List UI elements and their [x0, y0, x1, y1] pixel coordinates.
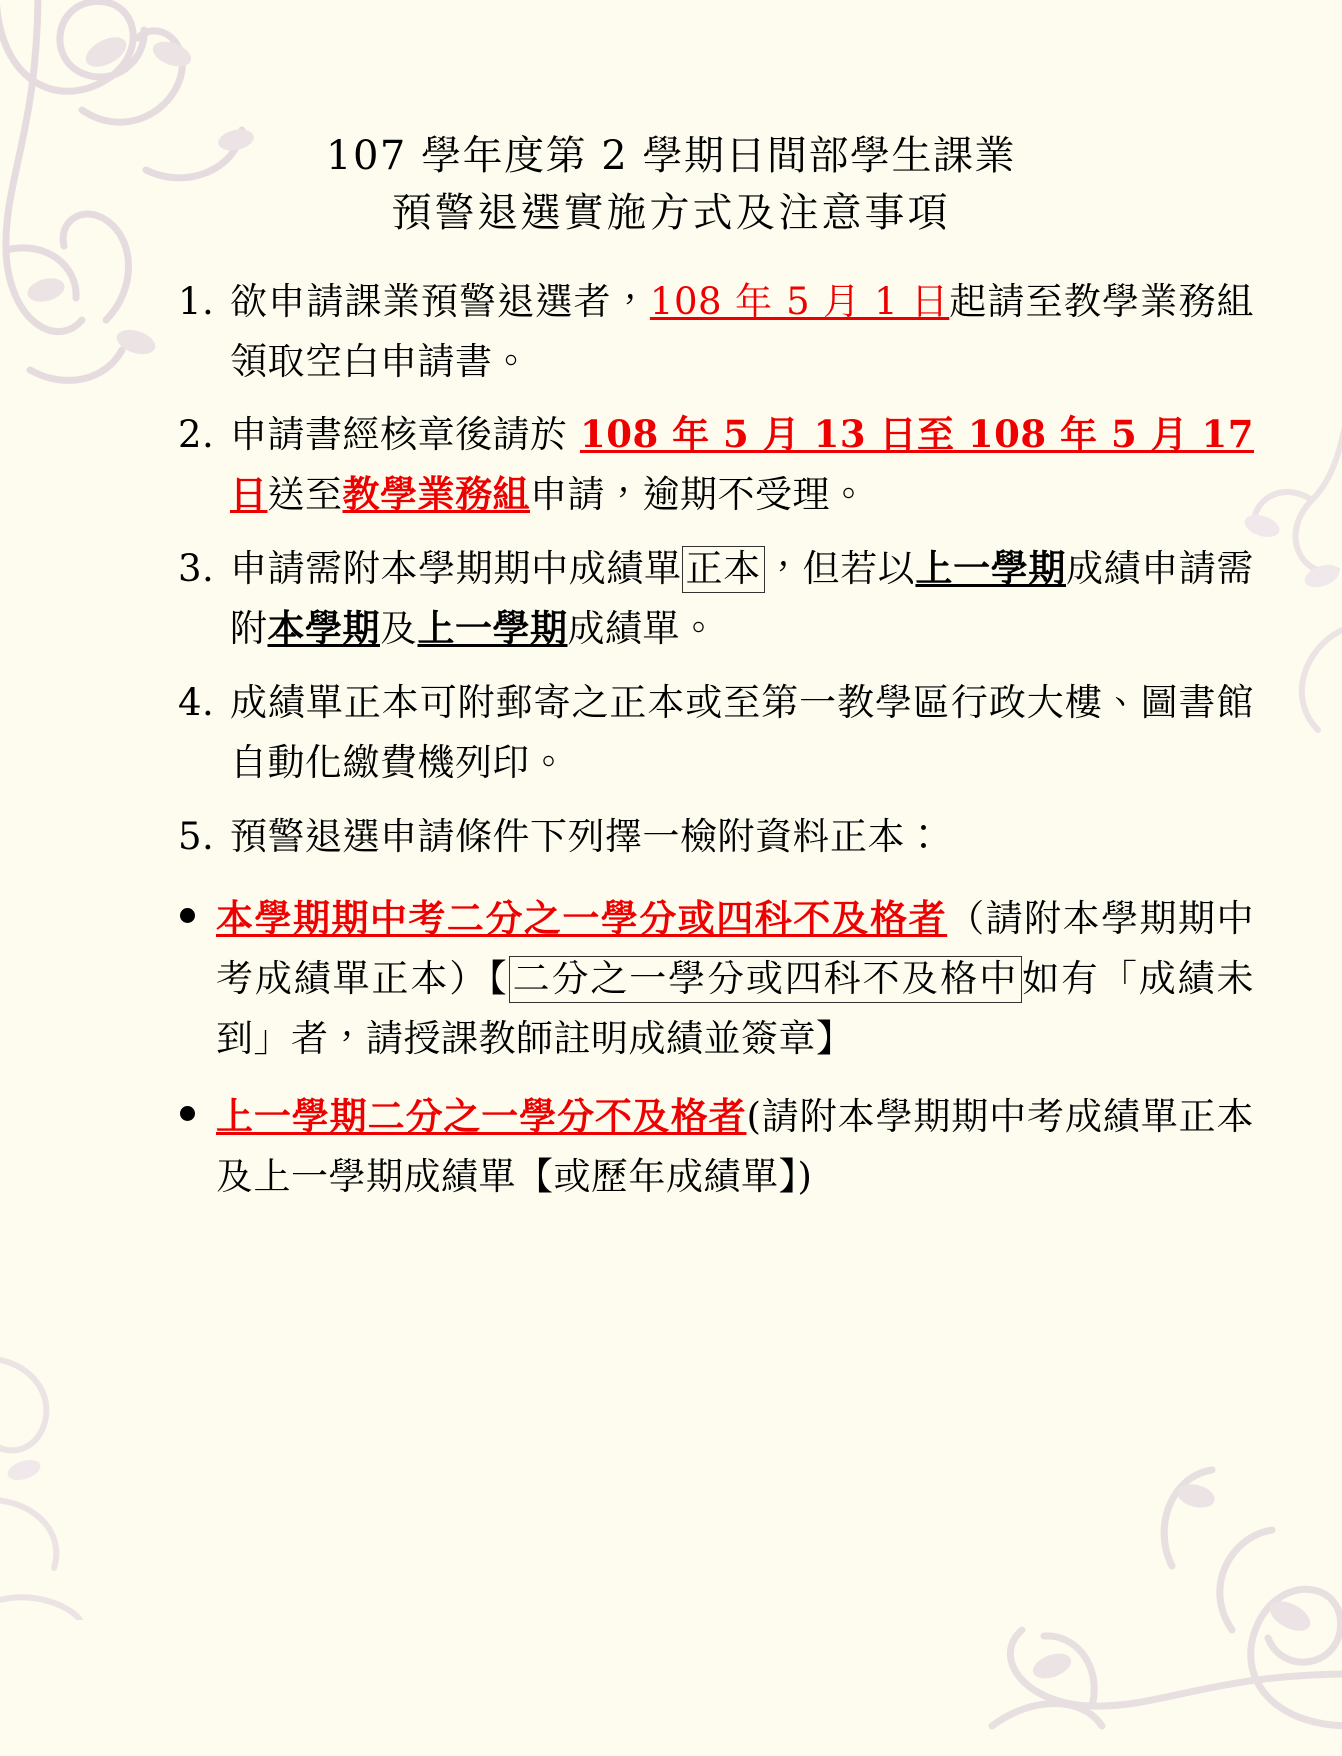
numbered-list	[178, 272, 1254, 867]
text-segment-highlight: 教學業務組	[342, 472, 530, 517]
item-text: 預警退選申請條件下列擇一檢附資料正本：	[230, 815, 943, 859]
title-line-2: 預警退選實施方式及注意事項	[391, 189, 951, 236]
text-segment: 成績單。	[567, 607, 718, 651]
text-segment: 申請，逾期不受理。	[530, 473, 868, 517]
text-segment: 申請需附本學期期中成績單	[230, 547, 682, 591]
list-item	[178, 405, 1254, 525]
text-segment: 起請至教學業務組領取空白申請書。	[230, 279, 1255, 383]
corner-ornament-bottom-right	[932, 1426, 1342, 1756]
bullet-dot-icon	[180, 908, 195, 923]
text-segment: 如有「成績未到」者，請授課教師註明成績並簽章】	[216, 956, 1255, 1060]
bullet-list	[178, 889, 1254, 1207]
list-item	[178, 807, 1254, 867]
document-body	[0, 272, 1342, 1207]
text-segment-boxed: 正本	[682, 546, 765, 593]
text-segment-highlight: 108 年 5 月 1 日	[649, 279, 950, 323]
list-item	[178, 1087, 1254, 1207]
item-number: 4.	[178, 681, 215, 725]
list-item	[178, 673, 1254, 793]
text-segment-highlight: 108 年 5 月 13 日至 108 年 5 月 17 日	[230, 412, 1254, 517]
title-line-1: 107 學年度第 2 學期日間部學生課業	[326, 133, 1016, 179]
text-segment: 申請書經核章後請於	[230, 413, 580, 457]
text-segment-highlight: 上一學期二分之一學分不及格者	[216, 1093, 747, 1138]
item-number: 1.	[178, 279, 215, 323]
text-segment: (請附本學期期中考成績單正本及上一學期成績單【或歷年成績單】)	[216, 1094, 1255, 1198]
bullet-dot-icon	[180, 1106, 195, 1121]
text-segment: （請附本學期期中考成績單正本）【	[216, 897, 1255, 1000]
item-number: 2.	[178, 413, 215, 457]
list-item	[178, 272, 1254, 392]
item-text	[216, 897, 1254, 1060]
item-number: 3.	[178, 547, 215, 591]
text-segment: 欲申請課業預警退選者，	[230, 279, 650, 323]
corner-ornament-bottom-left	[0, 1320, 120, 1620]
text-segment: ，但若以	[764, 547, 916, 591]
item-text	[230, 413, 1254, 516]
item-number: 5.	[178, 815, 215, 859]
list-item	[178, 889, 1254, 1069]
text-segment: 及	[380, 607, 418, 651]
item-text: 成績單正本可附郵寄之正本或至第一教學區行政大樓、圖書館自動化繳費機列印。	[230, 681, 1254, 785]
item-text	[230, 547, 1254, 650]
text-segment-emphasis: 上一學期	[915, 546, 1066, 591]
text-segment: 成績申請需附	[230, 547, 1255, 651]
list-item	[178, 539, 1254, 659]
item-text	[230, 280, 1254, 383]
text-segment-boxed: 二分之一學分或四科不及格中	[509, 956, 1023, 1003]
item-text	[216, 1095, 1254, 1198]
text-segment-emphasis: 上一學期	[417, 606, 568, 651]
page-title	[0, 0, 1342, 242]
text-segment-emphasis: 本學期	[267, 606, 380, 651]
text-segment: 送至	[267, 473, 343, 517]
text-segment-highlight: 本學期期中考二分之一學分或四科不及格者	[216, 896, 948, 941]
